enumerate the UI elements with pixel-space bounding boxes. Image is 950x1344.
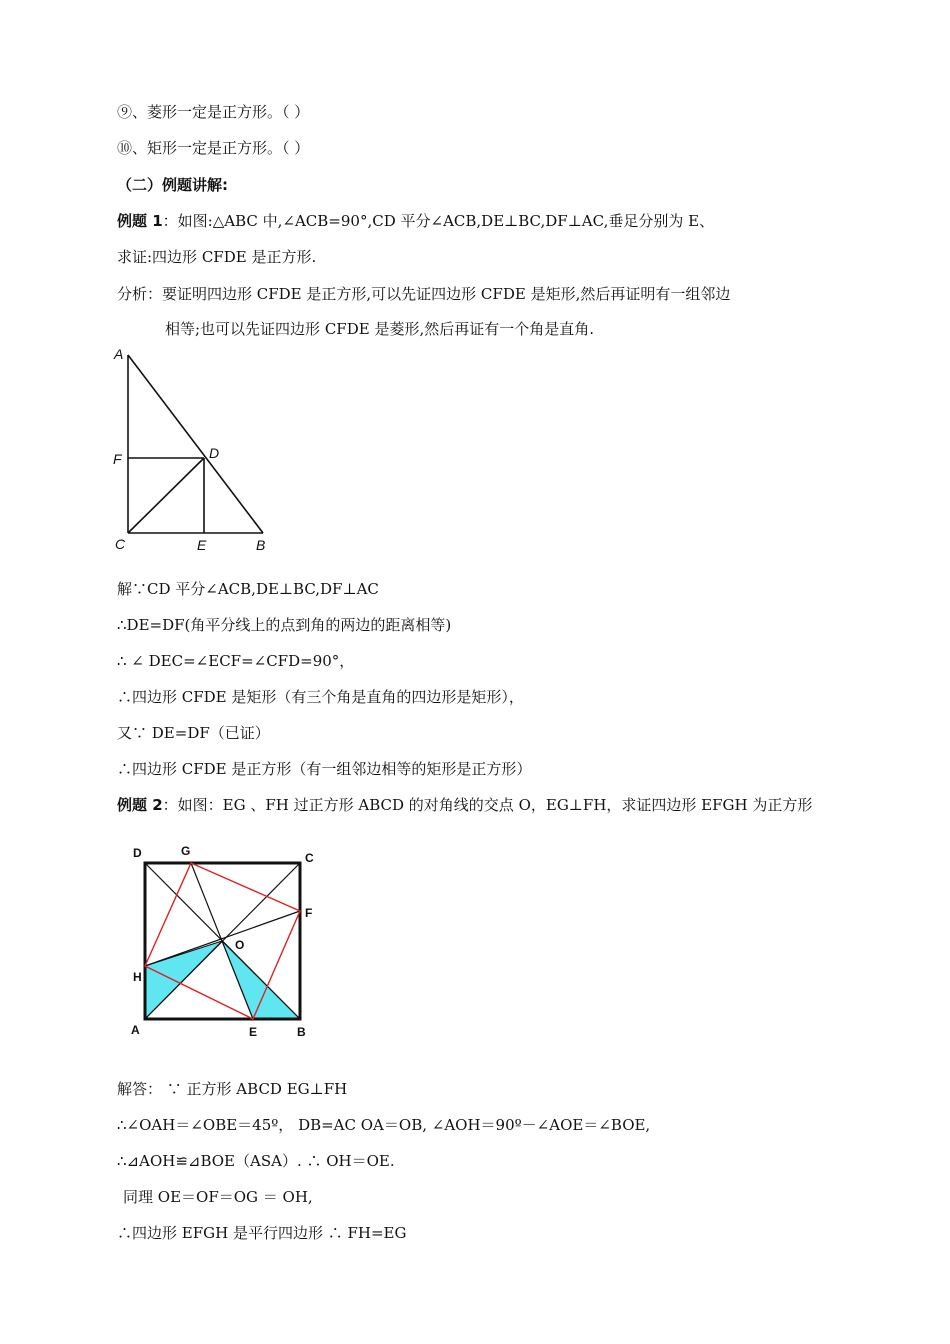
label-o: O bbox=[235, 938, 245, 952]
label-f: F bbox=[305, 906, 313, 920]
solution-2-line-4: 同理 OE＝OF＝OG ＝ OH, bbox=[123, 1188, 313, 1206]
solution-1-line-2: ∴DE=DF(角平分线上的点到角的两边的距离相等) bbox=[117, 616, 452, 634]
example-1-label: 例题 1 bbox=[117, 212, 163, 230]
solution-2-line-5: ∴四边形 EFGH 是平行四边形 ∴ FH=EG bbox=[117, 1224, 407, 1242]
solution-1-line-5: 又∵ DE=DF（已证） bbox=[117, 724, 270, 742]
label-a: A bbox=[131, 1023, 140, 1037]
segment-hf bbox=[145, 911, 300, 966]
figure-1-triangle bbox=[105, 345, 280, 560]
label-f: F bbox=[113, 451, 122, 467]
solution-2-line-3: ∴⊿AOH≌⊿BOE（ASA）. ∴ OH＝OE. bbox=[117, 1152, 395, 1170]
example-1-statement bbox=[117, 211, 714, 231]
solution-1-line-6: ∴四边形 CFDE 是正方形（有一组邻边相等的矩形是正方形） bbox=[117, 760, 532, 778]
solution-1-line-4: ∴四边形 CFDE 是矩形（有三个角是直角的四边形是矩形）， bbox=[117, 688, 524, 706]
example-2-label: 例题 2 bbox=[117, 796, 163, 814]
label-c: C bbox=[115, 536, 126, 552]
segment-ab bbox=[128, 355, 263, 533]
label-a: A bbox=[114, 346, 124, 362]
label-d: D bbox=[209, 445, 220, 461]
label-e: E bbox=[249, 1025, 258, 1039]
prove-statement: 求证:四边形 CFDE 是正方形. bbox=[117, 248, 317, 266]
example-2-statement bbox=[117, 795, 812, 815]
solution-2-line-2: ∴∠OAH＝∠OBE＝45º， DB=AC OA＝OB, ∠AOH＝90º－∠AOE＝∠BOE, bbox=[117, 1116, 651, 1134]
label-g: G bbox=[181, 844, 191, 858]
example-2-text: ：如图：EG 、FH 过正方形 ABCD 的对角线的交点 O，EG⊥FH，求证四边形 EFGH 为正方形 bbox=[162, 796, 813, 814]
label-e: E bbox=[197, 537, 207, 553]
section-heading: （二）例题讲解: bbox=[117, 176, 228, 194]
figure-2-square bbox=[125, 840, 325, 1045]
label-b: B bbox=[256, 537, 266, 553]
example-1-text: ：如图:△ABC 中,∠ACB=90°,CD 平分∠ACB,DE⊥BC,DF⊥AC,垂足分别为 E、 bbox=[162, 212, 715, 230]
label-b: B bbox=[297, 1025, 306, 1039]
solution-1-line-3: ∴ ∠ DEC=∠ECF=∠CFD=90°， bbox=[117, 652, 355, 670]
analysis-line-1: 分析：要证明四边形 CFDE 是正方形,可以先证四边形 CFDE 是矩形,然后再证明有一组邻边 bbox=[117, 285, 731, 303]
segment-cd bbox=[128, 458, 204, 533]
question-10: ⑩、矩形一定是正方形。（ ） bbox=[117, 139, 310, 157]
solution-2-line-1: 解答： ∵ 正方形 ABCD EG⊥FH bbox=[117, 1080, 348, 1098]
label-d: D bbox=[133, 846, 142, 860]
solution-1-line-1: 解∵CD 平分∠ACB,DE⊥BC,DF⊥AC bbox=[117, 580, 379, 598]
label-c: C bbox=[305, 851, 314, 865]
analysis-line-2: 相等;也可以先证四边形 CFDE 是菱形,然后再证有一个角是直角. bbox=[165, 320, 594, 338]
question-9: ⑨、菱形一定是正方形。（ ） bbox=[117, 103, 310, 121]
label-h: H bbox=[133, 970, 142, 984]
